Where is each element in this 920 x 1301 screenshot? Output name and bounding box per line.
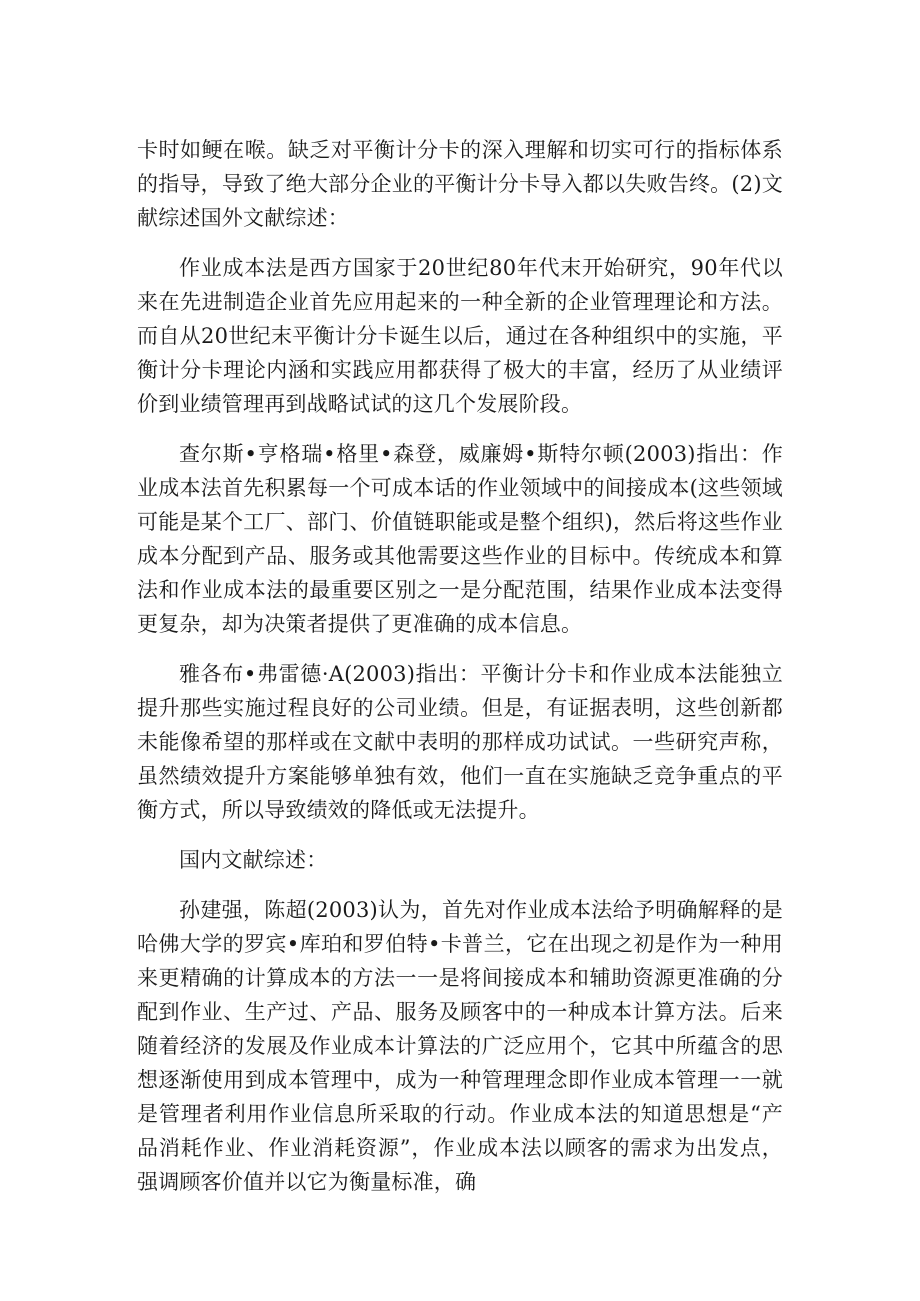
paragraph-continuation: 卡时如鲠在喉。缺乏对平衡计分卡的深入理解和切实可行的指标体系的指导，导致了绝大部分企业的平衡计分卡导入都以失败告终。(2)文献综述国外文献综述： [137,138,783,230]
paragraph-sun-chen-citation: 孙建强，陈超(2003)认为，首先对作业成本法给予明确解释的是哈佛大学的罗宾•库珀和罗伯特•卡普兰，它在出现之初是作为一种用来更精确的计算成本的方法一一是将间接成本和辅助资源更准确的分配到作业、生产过、产品、服务及顾客中的一种成本计算方法。后来随着经济的发展及作业成本计算法的广泛应用个，它其中所蕴含的思想逐渐使用到成本管理中，成为一种管理理念即作业成本管理一一就是管理者利用作业信息所采取的行动。作业成本法的知道思想是“产品消耗作业、作业消耗资源”，作业成本法以顾客的需求为出发点，强调顾客价值并以它为衡量标准，确 [137,898,783,1194]
paragraph-domestic-heading: 国内文献综述： [179,848,328,872]
document-body [137,133,783,1215]
paragraph-jacob-citation: 雅各布•弗雷德·A(2003)指出：平衡计分卡和作业成本法能独立提升那些实施过程良好的公司业绩。但是，有证据表明，这些创新都未能像希望的那样或在文献中表明的那样成功试试。一些研究声称，虽然绩效提升方案能够单独有效，他们一直在实施缺乏竞争重点的平衡方式，所以导致绩效的降低或无法提升。 [137,662,783,822]
paragraph-horngren-citation: 查尔斯•亨格瑞•格里•森登，威廉姆•斯特尔顿(2003)指出：作业成本法首先积累每一个可成本话的作业领域中的间接成本(这些领域可能是某个工厂、部门、价值链职能或是整个组织)，然后将这些作业成本分配到产品、服务或其他需要这些作业的目标中。传统成本和算法和作业成本法的最重要区别之一是分配范围，结果作业成本法变得更复杂，却为决策者提供了更准确的成本信息。 [137,442,783,636]
paragraph-abc-intro: 作业成本法是西方国家于20世纪80年代末开始研究，90年代以来在先进制造企业首先应用起来的一种全新的企业管理理论和方法。而自从20世纪末平衡计分卡诞生以后，通过在各种组织中的实施，平衡计分卡理论内涵和实践应用都获得了极大的丰富，经历了从业绩评价到业绩管理再到战略试试的这几个发展阶段。 [137,256,783,416]
